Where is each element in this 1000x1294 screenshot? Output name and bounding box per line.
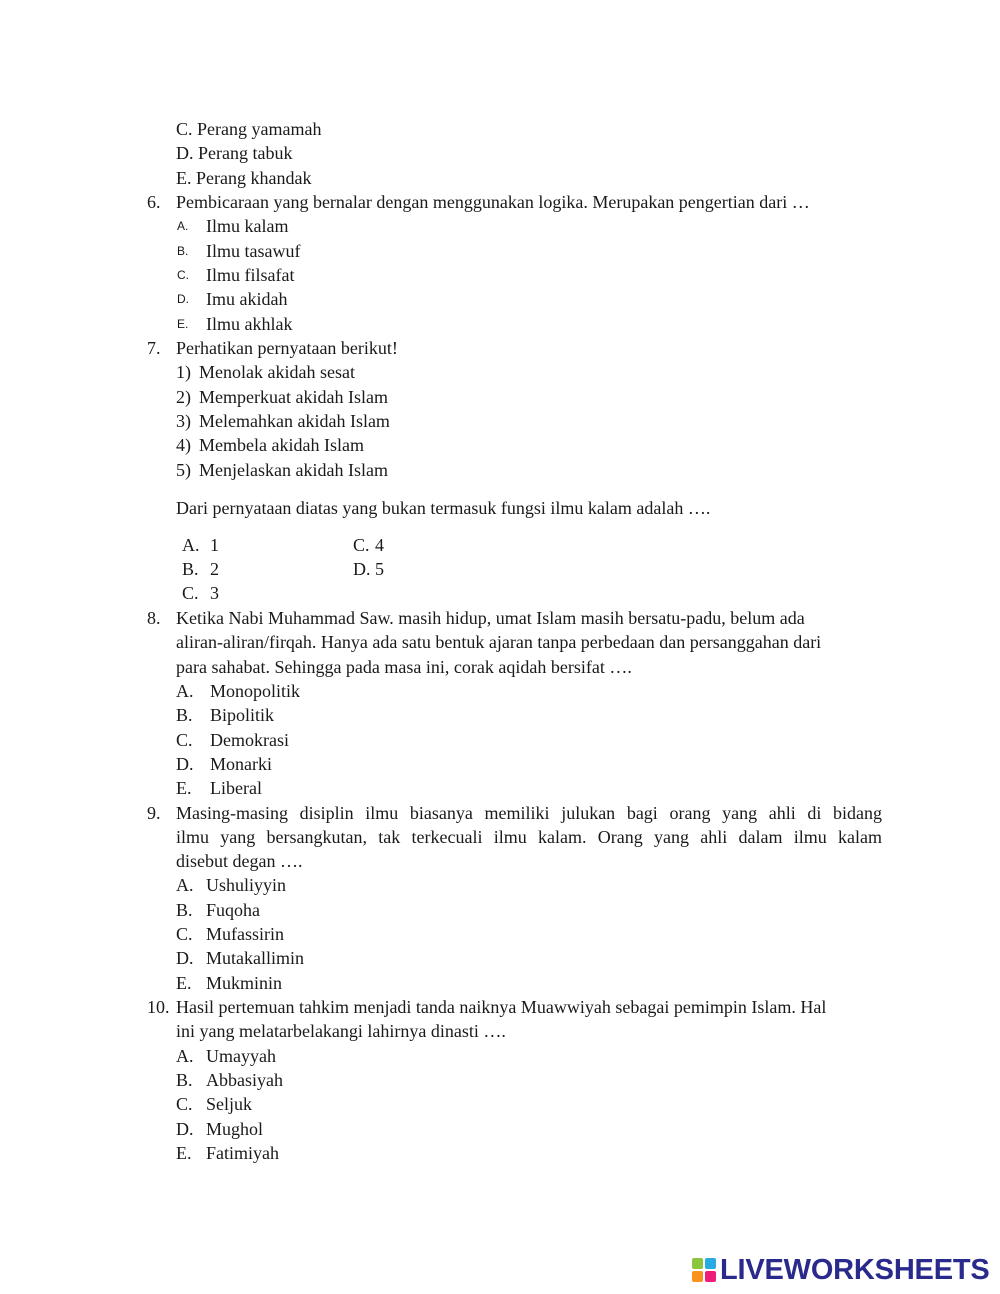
q9-option-letter: E. (176, 973, 192, 993)
q6-option-text: Imu akidah (206, 289, 288, 309)
q8-number: 8. (147, 608, 161, 628)
q10-option-letter: D. (176, 1119, 194, 1139)
q7-option-text: 1 (210, 535, 219, 555)
q9-text-line: disebut degan …. (176, 851, 303, 871)
liveworksheets-mark-icon (692, 1258, 716, 1282)
q8-option-text: Monopolitik (210, 681, 301, 701)
q10-text-line: ini yang melatarbelakangi lahirnya dinasti …. (176, 1021, 506, 1041)
q9-number: 9. (147, 803, 161, 823)
q7-option-letter: D. (353, 559, 371, 579)
q5-option-c: C. Perang yamamah (176, 119, 322, 139)
q6-option-text: Ilmu kalam (206, 216, 289, 236)
q6-option-letter: C. (177, 268, 189, 282)
q10-option-text: Seljuk (206, 1094, 253, 1114)
q6-text: Pembicaraan yang bernalar dengan menggunakan logika. Merupakan pengertian dari … (176, 192, 810, 212)
q7-option-text: 3 (210, 583, 219, 603)
q7-question: Dari pernyataan diatas yang bukan termasuk fungsi ilmu kalam adalah …. (176, 498, 711, 518)
q6-option-letter: B. (177, 244, 189, 258)
q7-text: Perhatikan pernyataan berikut! (176, 338, 398, 358)
q10-option-text: Fatimiyah (206, 1143, 279, 1163)
q6-option-letter: D. (177, 292, 189, 306)
q7-statement-num: 4) (176, 435, 191, 455)
q8-option-letter: A. (176, 681, 194, 701)
q5-option-e: E. Perang khandak (176, 168, 312, 188)
q7-statement-text: Menjelaskan akidah Islam (199, 460, 388, 480)
q7-option-text: 2 (210, 559, 219, 579)
q8-text-line: para sahabat. Sehingga pada masa ini, corak aqidah bersifat …. (176, 657, 632, 677)
q6-option-text: Ilmu akhlak (206, 314, 293, 334)
q9-option-text: Ushuliyyin (206, 875, 287, 895)
q7-option-text: 4 (375, 535, 384, 555)
q8-option-text: Liberal (210, 778, 262, 798)
q10-option-letter: B. (176, 1070, 193, 1090)
q7-statement-num: 5) (176, 460, 191, 480)
q8-option-text: Monarki (210, 754, 272, 774)
q7-statement-num: 2) (176, 387, 191, 407)
q7-statement-text: Memperkuat akidah Islam (199, 387, 388, 407)
liveworksheets-wordmark: LIVEWORKSHEETS (720, 1254, 990, 1286)
q7-option-text: 5 (375, 559, 384, 579)
logo-square (705, 1258, 716, 1269)
q10-option-text: Mughol (206, 1119, 264, 1139)
q9-option-text: Mukminin (206, 973, 283, 993)
q10-number: 10. (147, 997, 170, 1017)
logo-square (692, 1258, 703, 1269)
q9-option-letter: B. (176, 900, 193, 920)
q9-option-text: Fuqoha (206, 900, 260, 920)
q6-option-letter: A. (177, 219, 189, 233)
q10-option-text: Abbasiyah (206, 1070, 283, 1090)
q5-option-d: D. Perang tabuk (176, 143, 293, 163)
q7-number: 7. (147, 338, 161, 358)
logo-square (705, 1271, 716, 1282)
q10-option-letter: E. (176, 1143, 192, 1163)
q8-text-line: aliran-aliran/firqah. Hanya ada satu bentuk ajaran tanpa perbedaan dan persanggahan dari (176, 632, 822, 652)
q8-option-letter: B. (176, 705, 193, 725)
q6-option-text: Ilmu filsafat (206, 265, 295, 285)
q10-option-text: Umayyah (206, 1046, 276, 1066)
q8-option-letter: E. (176, 778, 192, 798)
q7-statement-num: 3) (176, 411, 191, 431)
q6-option-letter: E. (177, 317, 189, 331)
q9-option-letter: D. (176, 948, 194, 968)
q7-statement-text: Membela akidah Islam (199, 435, 364, 455)
q8-option-letter: C. (176, 730, 193, 750)
q9-option-letter: A. (176, 875, 194, 895)
q9-option-text: Mufassirin (206, 924, 284, 944)
q7-statement-text: Menolak akidah sesat (199, 362, 355, 382)
q7-option-letter: B. (182, 559, 199, 579)
q9-text-line: Masing-masing disiplin ilmu biasanya memiliki julukan bagi orang yang ahli di bidang (176, 803, 882, 823)
q8-option-text: Bipolitik (210, 705, 275, 725)
q9-text-line: ilmu yang bersangkutan, tak terkecuali ilmu kalam. Orang yang ahli dalam ilmu kalam (176, 827, 882, 847)
q9-option-letter: C. (176, 924, 193, 944)
q8-text-line: Ketika Nabi Muhammad Saw. masih hidup, umat Islam masih bersatu-padu, belum ada (176, 608, 805, 628)
q7-option-letter: C. (182, 583, 199, 603)
q10-option-letter: A. (176, 1046, 194, 1066)
q8-option-text: Demokrasi (210, 730, 289, 750)
q7-statement-text: Melemahkan akidah Islam (199, 411, 390, 431)
q10-option-letter: C. (176, 1094, 193, 1114)
q9-option-text: Mutakallimin (206, 948, 304, 968)
q6-number: 6. (147, 192, 161, 212)
q7-option-letter: A. (182, 535, 200, 555)
q10-text-line: Hasil pertemuan tahkim menjadi tanda naiknya Muawwiyah sebagai pemimpin Islam. Hal (176, 997, 827, 1017)
liveworksheets-logo (692, 1255, 990, 1285)
q6-option-text: Ilmu tasawuf (206, 241, 301, 261)
q7-statement-num: 1) (176, 362, 191, 382)
logo-square (692, 1271, 703, 1282)
q7-option-letter: C. (353, 535, 370, 555)
q8-option-letter: D. (176, 754, 194, 774)
